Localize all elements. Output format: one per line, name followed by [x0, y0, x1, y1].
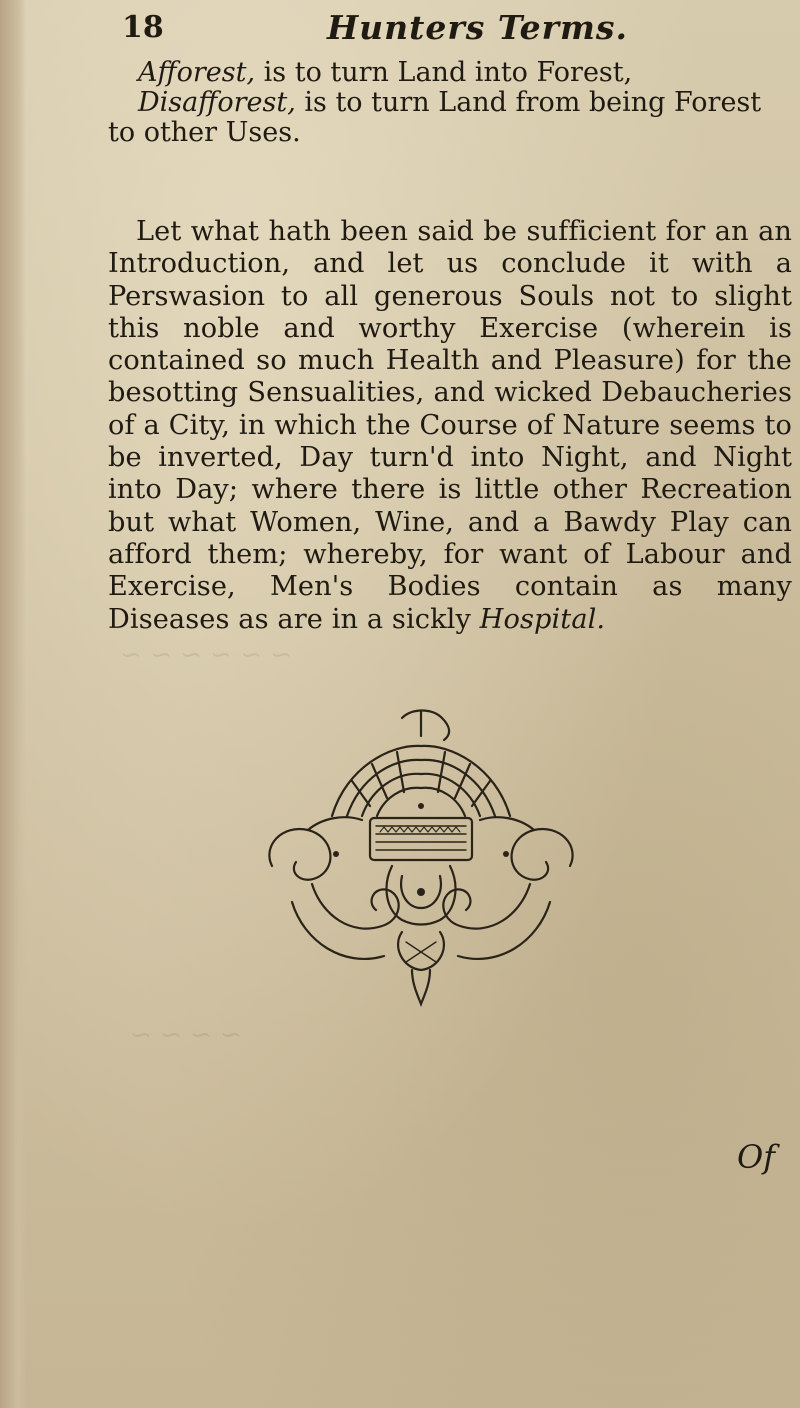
definition-entry — [108, 58, 788, 88]
catchword: Of — [737, 1138, 776, 1176]
show-through: ~ ~ ~ ~ — [130, 1020, 242, 1050]
running-title: Hunters Terms. — [327, 8, 628, 47]
definition-text: is to turn Land into Forest, — [255, 57, 633, 88]
show-through: ~ ~ ~ ~ ~ ~ — [120, 640, 293, 670]
definition-term: Disafforest, — [138, 87, 296, 118]
paragraph-text: Let what hath been said be sufficient for an an Introduction, and let us conclude it with a Perswasion to all generous Souls not to slight this noble and worthy Exercise (wherein is contained so much Health and Pleasure) for the besotting Sensualities, and wicked Debaucheries of a City, in which the Course of Nature seems to be inverted, Day turn'd into Night, and Night into Day; where there is little other Recreation but what Women, Wine, and a Bawdy Play can afford them; whereby, for want of Labour and Exercise, Men's Bodies contain as many Diseases as are in a sickly — [108, 216, 792, 635]
definition-term: Afforest, — [138, 57, 256, 88]
definition-text: is to turn Land from being Forest to other Uses. — [108, 87, 762, 148]
definition-entry — [108, 88, 788, 148]
page-number: 18 — [122, 10, 164, 45]
body-paragraph — [108, 216, 792, 636]
paragraph-last-word: Hospital. — [479, 603, 606, 635]
printers-ornament — [252, 706, 590, 1010]
page-header — [122, 8, 782, 52]
page-gutter — [0, 0, 26, 1408]
definition-list — [108, 58, 788, 148]
